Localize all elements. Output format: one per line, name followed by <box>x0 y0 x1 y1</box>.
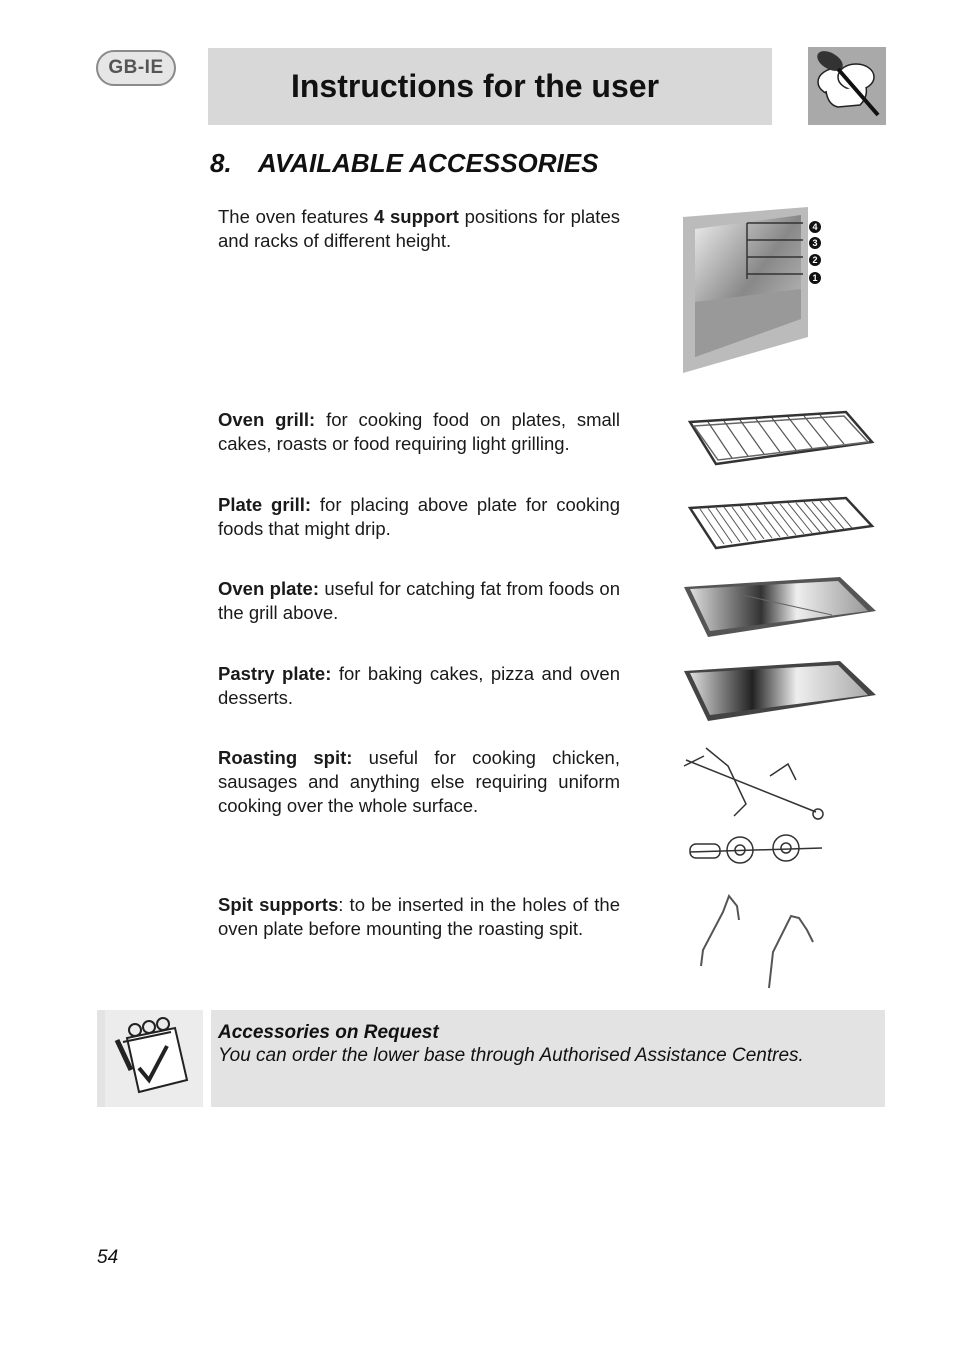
note-box <box>97 1010 885 1107</box>
chef-hat-spoon-icon <box>808 47 886 125</box>
roasting-spit-label: Roasting spit: <box>218 747 353 768</box>
section-title: AVAILABLE ACCESSORIES <box>258 148 599 178</box>
spit-supports-label: Spit supports <box>218 894 339 915</box>
pastry-plate-text: Pastry plate: for baking cakes, pizza and oven desserts. <box>218 663 620 708</box>
plate-grill-text: Plate grill: for placing above plate for cooking foods that might drip. <box>218 494 620 539</box>
roasting-spit-text: Roasting spit: useful for cooking chicken, sausages and anything else requiring uniform cooking over the whole surface. <box>218 747 620 816</box>
note-title: Accessories on Request <box>218 1022 439 1043</box>
spit-supports-icon <box>695 890 817 990</box>
support-count: 4 support <box>374 206 459 227</box>
oven-grill-icon <box>686 408 876 470</box>
page-title: Instructions for the user <box>290 68 660 104</box>
oven-plate-label: Oven plate: <box>218 578 319 599</box>
language-badge-label: GB-IE <box>108 57 164 78</box>
oven-plate-icon <box>682 575 878 639</box>
pastry-plate-icon <box>682 659 878 723</box>
plate-grill-icon <box>686 494 876 554</box>
roasting-spit-icon <box>676 744 826 868</box>
plate-grill-label: Plate grill: <box>218 494 312 515</box>
notepad-check-icon <box>105 1010 203 1107</box>
header-banner <box>208 48 772 125</box>
support-position-labels <box>809 221 823 291</box>
pastry-plate-label: Pastry plate: <box>218 663 332 684</box>
page-number: 54 <box>97 1247 119 1268</box>
oven-plate-text: Oven plate: useful for catching fat from foods on the grill above. <box>218 578 620 623</box>
oven-grill-label: Oven grill: <box>218 409 316 430</box>
section-number: 8. <box>210 148 232 178</box>
spit-supports-text: Spit supports: to be inserted in the holes of the oven plate before mounting the roasting spit. <box>218 894 620 939</box>
oven-support-positions-icon <box>683 207 823 373</box>
oven-grill-text: Oven grill: for cooking food on plates, small cakes, roasts or food requiring light grilling. <box>218 409 620 454</box>
support-positions-text: The oven features 4 support positions for plates and racks of different height. <box>218 206 620 251</box>
note-text: You can order the lower base through Authorised Assistance Centres. <box>218 1045 804 1066</box>
position-label-4: 4 <box>809 221 821 233</box>
language-badge <box>96 50 176 86</box>
position-label-3: 3 <box>809 237 821 249</box>
position-label-1: 1 <box>809 272 821 284</box>
note-divider <box>203 1010 211 1107</box>
position-label-2: 2 <box>809 254 821 266</box>
section-heading <box>210 148 598 179</box>
